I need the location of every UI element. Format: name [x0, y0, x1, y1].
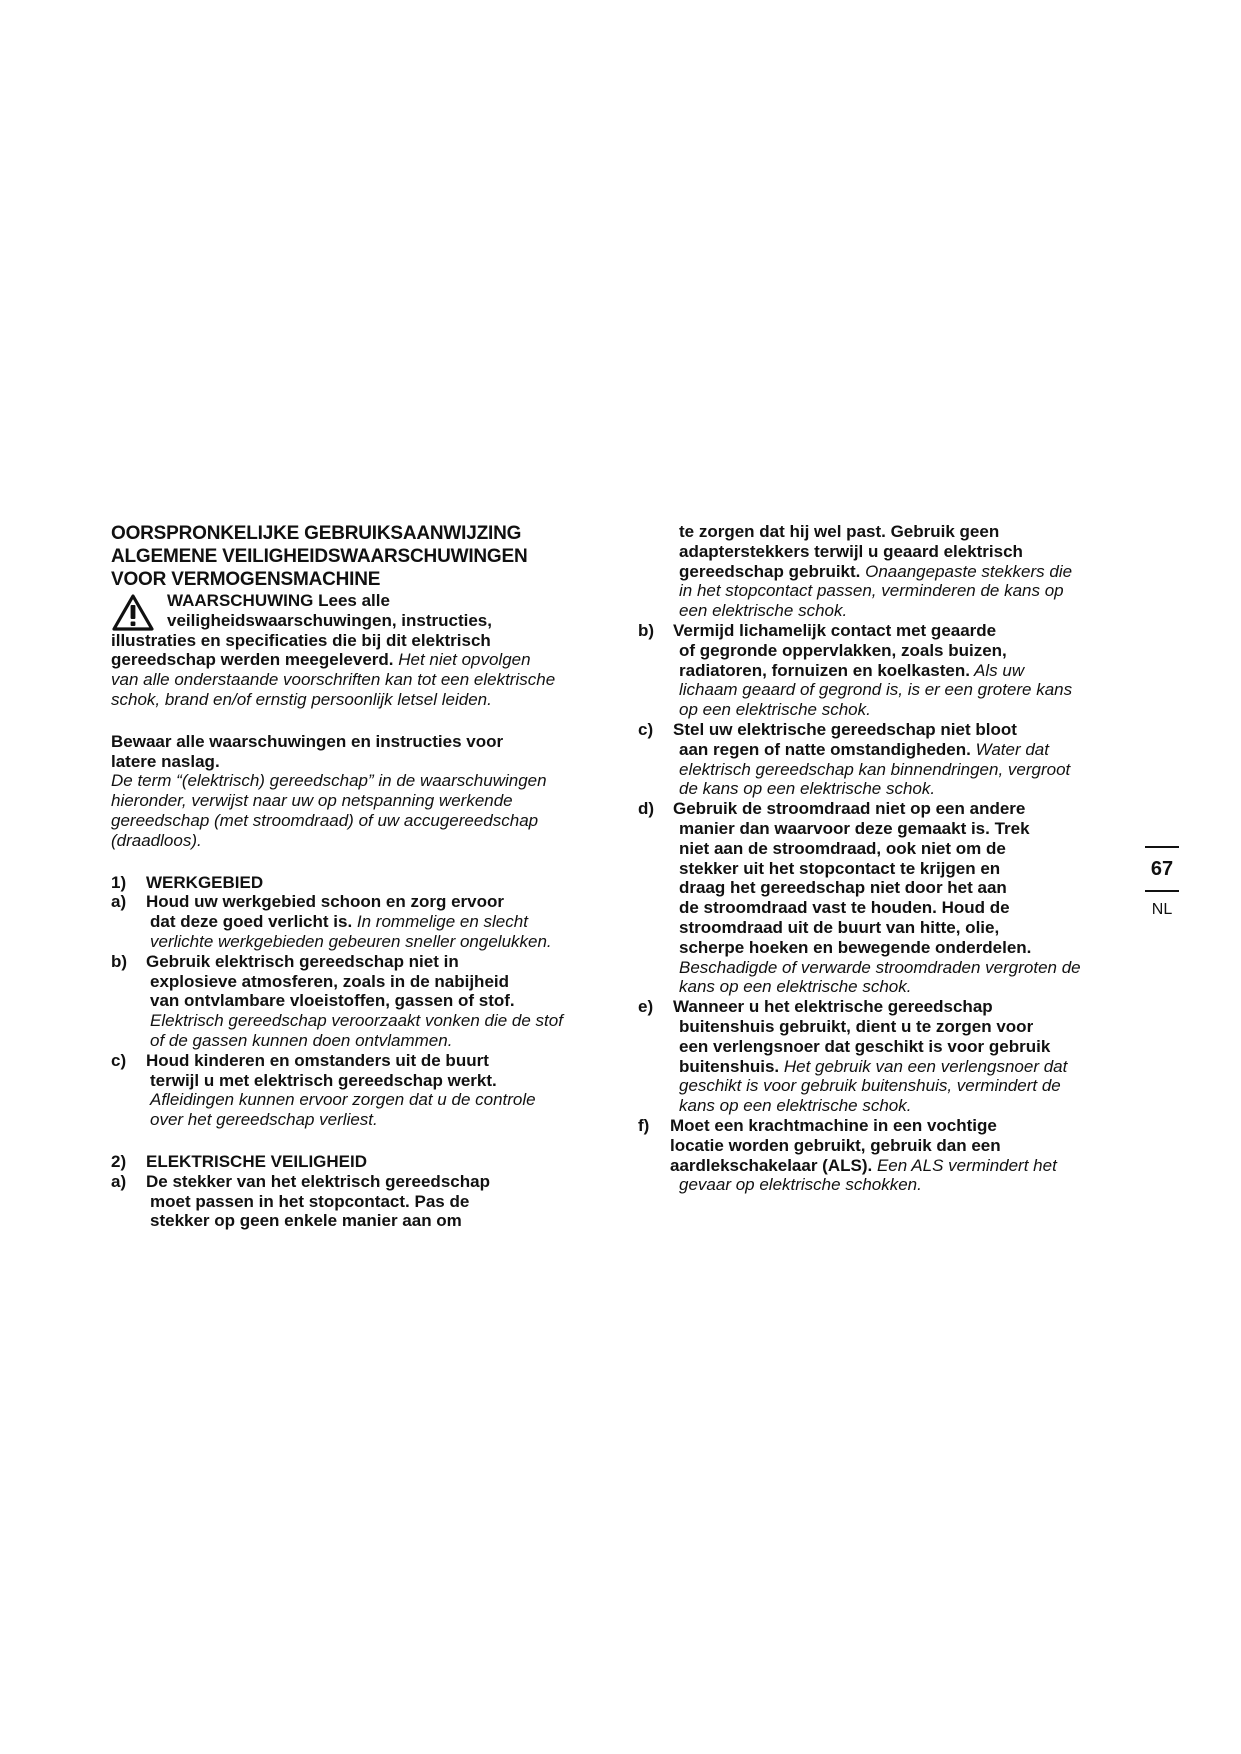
list-item-line: radiatoren, fornuizen en koelkasten. Als uw: [679, 660, 1025, 680]
warning-line: gereedschap werden meegeleverd. Het niet opvolgen: [111, 650, 531, 670]
list-item-a: a) Houd uw werkgebied schoon en zorg ervoor: [111, 892, 504, 912]
list-item-line: in het stopcontact passen, verminderen de kans op: [679, 581, 1064, 601]
list-item-b: b) Gebruik elektrisch gereedschap niet in: [111, 951, 459, 971]
section-heading: VOOR VERMOGENSMACHINE: [111, 569, 381, 590]
warning-line: schok, brand en/of ernstig persoonlijk letsel leiden.: [111, 689, 492, 709]
list-item-c: c) Houd kinderen en omstanders uit de buurt: [111, 1050, 489, 1070]
list-item-line: de stroomdraad vast te houden. Houd de: [679, 898, 1010, 918]
warning-line: van alle onderstaande voorschriften kan tot een elektrische: [111, 670, 556, 690]
list-item-d: [638, 799, 1143, 997]
list-item-line: buitenshuis. Het gebruik van een verlengsnoer dat: [679, 1056, 1068, 1076]
list-item-line: manier dan waarvoor deze gemaakt is. Trek: [679, 818, 1030, 838]
left-column: [111, 522, 613, 1231]
list-item-line: stekker uit het stopcontact te krijgen en: [679, 858, 1001, 878]
list-item-line: explosieve atmosferen, zoals in de nabijheid: [150, 971, 510, 991]
list-item-c: [638, 720, 1143, 799]
list-item-line: geschikt is voor gebruik buitenshuis, vermindert de: [679, 1076, 1061, 1096]
warning-triangle-icon: [111, 593, 155, 633]
list-item-line: e) Wanneer u het elektrische gereedschap: [638, 997, 993, 1017]
list-item-line: dat deze goed verlicht is. In rommelige en slecht: [150, 912, 528, 932]
section-title: 2) ELEKTRISCHE VEILIGHEID: [111, 1151, 368, 1171]
keep-line: gereedschap (met stroomdraad) of uw accugereedschap: [111, 810, 539, 830]
list-item-line: buitenshuis gebruikt, dient u te zorgen voor: [679, 1016, 1034, 1036]
list-item-a: a) De stekker van het elektrisch gereedschap: [111, 1171, 490, 1191]
list-item-line: de kans op een elektrische schok.: [679, 779, 936, 799]
list-item-line: niet aan de stroomdraad, ook niet om de: [679, 838, 1006, 858]
list-item-line: b) Vermijd lichamelijk contact met geaarde: [638, 620, 997, 640]
list-item-line: een elektrische schok.: [679, 601, 848, 621]
keep-line: (draadloos).: [111, 830, 202, 850]
list-item-line: Elektrisch gereedschap veroorzaakt vonken die de stof: [150, 1011, 563, 1031]
list-item-line: scherpe hoeken en bewegende onderdelen.: [679, 937, 1032, 957]
document-title: OORSPRONKELIJKE GEBRUIKSAANWIJZING: [111, 523, 522, 544]
list-item-line: gevaar op elektrische schokken.: [679, 1175, 922, 1195]
page-number: 67: [1150, 858, 1174, 880]
list-item-line: lichaam geaard of gegrond is, is er een grotere kans: [679, 680, 1073, 700]
list-item-line: een verlengsnoer dat geschikt is voor gebruik: [679, 1036, 1051, 1056]
keep-line: Bewaar alle waarschuwingen en instructies voor: [111, 731, 504, 751]
section-heading: ALGEMENE VEILIGHEIDSWAARSCHUWINGEN: [111, 546, 528, 567]
divider: [1145, 846, 1179, 848]
warning-block: [111, 591, 613, 710]
list-item-line: van ontvlambare vloeistoffen, gassen of stof.: [150, 991, 515, 1011]
section-werkgebied: [111, 873, 613, 1130]
list-item-line: draag het gereedschap niet door het aan: [679, 878, 1007, 898]
continued-item-a: [638, 522, 1143, 621]
list-item-line: stekker op geen enkele manier aan om: [150, 1211, 462, 1231]
keep-line: hieronder, verwijst naar uw op netspanning werkende: [111, 791, 513, 811]
list-item-line: Afleidingen kunnen ervoor zorgen dat u de controle: [150, 1090, 536, 1110]
keep-line: latere naslag.: [111, 751, 220, 771]
list-item-e: [638, 997, 1143, 1116]
list-item-line: f) Moet een krachtmachine in een vochtige: [638, 1115, 997, 1135]
list-item-line: verlichte werkgebieden gebeuren sneller ongelukken.: [150, 931, 552, 951]
list-item-line: d) Gebruik de stroomdraad niet op een andere: [638, 799, 1026, 819]
section-elektrische-veiligheid: [111, 1152, 613, 1231]
list-item-line: c) Stel uw elektrische gereedschap niet bloot: [638, 719, 1017, 739]
warning-line: veiligheidswaarschuwingen, instructies,: [167, 610, 492, 630]
page-marker: [1142, 846, 1182, 920]
list-item-line: terwijl u met elektrisch gereedschap werkt.: [150, 1070, 497, 1090]
list-item-line: stroomdraad uit de buurt van hitte, olie,: [679, 917, 1000, 937]
list-item-line: op een elektrische schok.: [679, 700, 871, 720]
warning-line: WAARSCHUWING Lees alle: [167, 591, 390, 610]
list-item-line: locatie worden gebruikt, gebruik dan een: [670, 1135, 1001, 1155]
list-item-line: adapterstekkers terwijl u geaard elektrisch: [679, 541, 1023, 561]
section-title: 1) WERKGEBIED: [111, 872, 264, 892]
list-item-line: aardlekschakelaar (ALS). Een ALS vermindert het: [670, 1155, 1057, 1175]
list-item-f: [638, 1116, 1143, 1195]
list-item-line: moet passen in het stopcontact. Pas de: [150, 1191, 470, 1211]
list-item-line: kans op een elektrische schok.: [679, 977, 912, 997]
divider: [1145, 890, 1179, 892]
list-item-line: aan regen of natte omstandigheden. Water dat: [679, 739, 1049, 759]
language-code: NL: [1151, 901, 1173, 918]
list-item-line: te zorgen dat hij wel past. Gebruik geen: [679, 522, 1000, 541]
list-item-line: over het gereedschap verliest.: [150, 1110, 378, 1130]
right-column: [638, 522, 1143, 1195]
list-item-line: of gegronde oppervlakken, zoals buizen,: [679, 640, 1007, 660]
list-item-line: of de gassen kunnen doen ontvlammen.: [150, 1030, 453, 1050]
list-item-b: [638, 621, 1143, 720]
list-item-line: kans op een elektrische schok.: [679, 1096, 912, 1116]
keep-line: De term “(elektrisch) gereedschap” in de waarschuwingen: [111, 771, 547, 791]
keep-instructions-block: [111, 732, 613, 851]
list-item-line: gereedschap gebruikt. Onaangepaste stekkers die: [679, 561, 1073, 581]
list-item-line: elektrisch gereedschap kan binnendringen, vergroot: [679, 759, 1071, 779]
warning-line: illustraties en specificaties die bij dit elektrisch: [111, 630, 491, 650]
list-item-line: Beschadigde of verwarde stroomdraden vergroten de: [679, 957, 1081, 977]
